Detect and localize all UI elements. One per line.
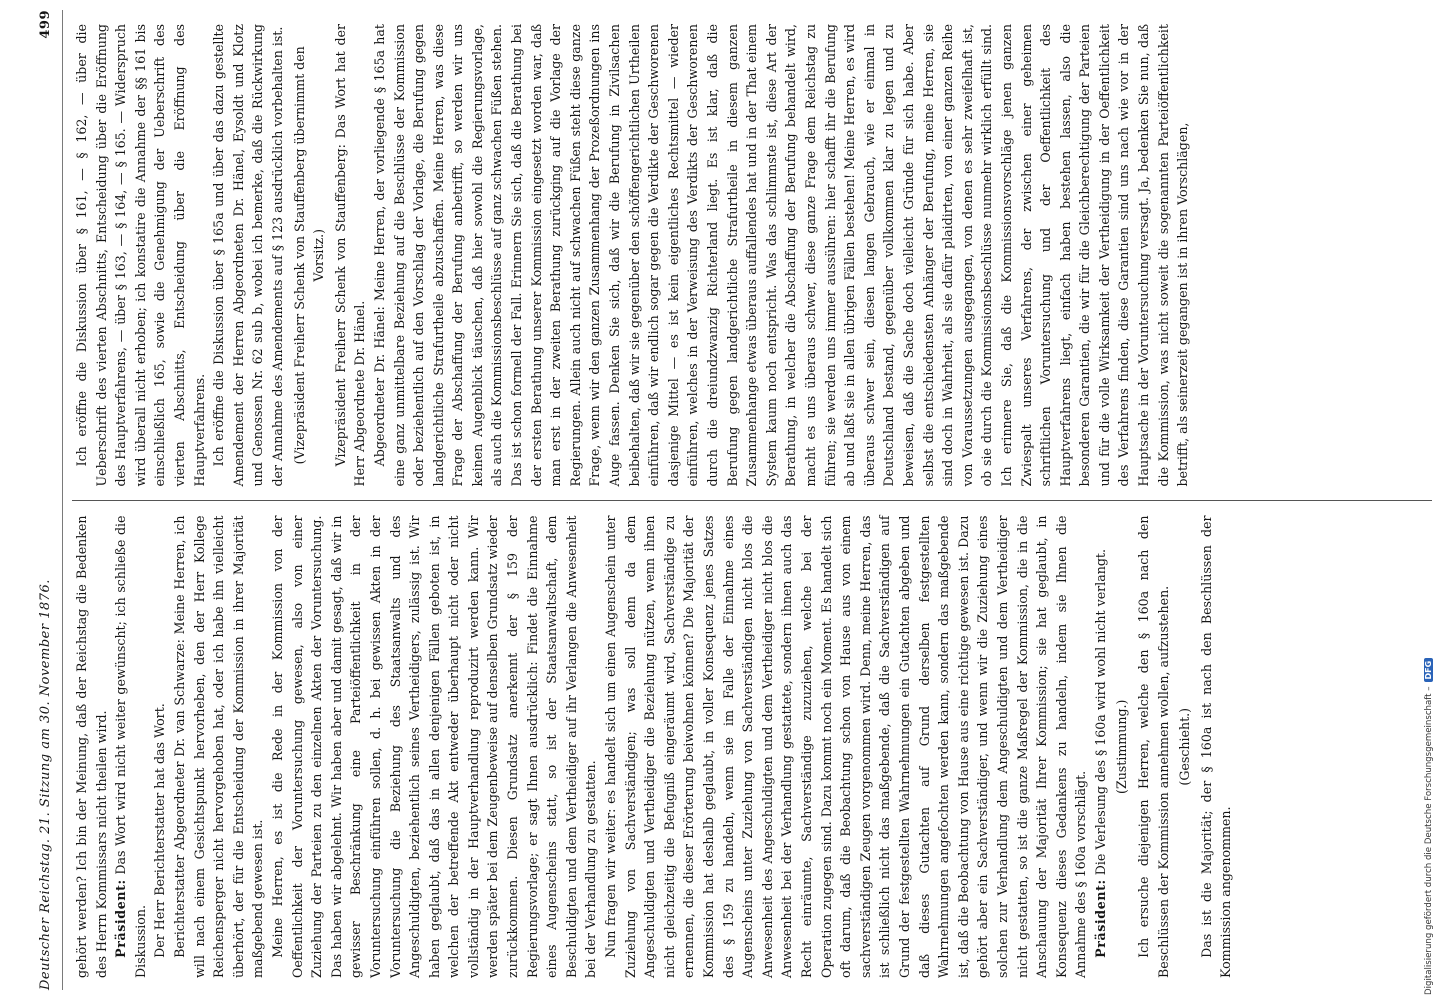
paragraph [331, 24, 370, 487]
paragraph-text: Das ist die Majorität; der § 160a ist nach den Beschlüssen der Kommission angenommen. [1198, 515, 1234, 978]
paragraph-text: (Vizepräsident Freiherr Schenk von Stauffenberg übernimmt den Vorsitz.) [291, 46, 327, 465]
paragraph-text: Vizepräsident Freiherr Schenk von Stauffenberg: Das Wort hat der Herr Abgeordnete Dr. Hänel. [332, 24, 368, 487]
paragraph-text: Berichterstatter Abgeordneter Dr. van Schwarze: Meine Herren, ich will nach einem Gesichtspunkt hervorheben, den der Herr Kollege Reichensperger nicht hervorgehoben hat, oder ich habe ihn vielleicht überhört, der für die Entscheidung der Kommission in ihrer Majorität maßgebend gewesen ist. [171, 515, 266, 978]
speaker-label: Präsident: [113, 879, 129, 958]
paragraph-text: Der Herr Berichterstatter hat das Wort. [152, 703, 168, 958]
paragraph-text: Das Wort wird nicht weiter gewünscht; ich schließe die Diskussion. [113, 515, 148, 978]
paragraph [170, 516, 268, 979]
paragraph [268, 516, 601, 979]
speaker-label: Präsident: [1092, 879, 1108, 958]
paragraph-text: Nun fragen wir weiter: es handelt sich um einen Augenschein unter Zuziehung von Sachverständigen; was soll denn da dem Angeschuldigten und Vertheidiger die Beziehung nützen, wenn ihnen nicht gleichzeitig die Befugniß eingeräumt wird, Sachverständige zu ernennen, die dieser Erörterung beiwohnen können? Die Majorität der Kommission hat deshalb geglaubt, in voller Konsequenz jenes Satzes des § 159 zu handeln, wenn sie im Falle der Einnahme eines Augenscheins unter Zuziehung von Sachverständigen nicht blos die Anwesenheit des Angeschuldigten und dem Vertheidiger nicht blos die Anwesenheit bei der Verhandlung gestattete, sondern ihnen auch das Recht einräumte, Sachverständige zuzuziehen, welche bei der Operation zugegen sind. Dazu kommt noch ein Moment. Es handelt sich oft darum, daß die Beobachtung schon von Hause aus von einem sachverständigen Zeugen vorgenommen wird. Denn, meine Herren, das ist schließlich nicht das maßgebende, daß die Sachverständigen auf Grund der festgestellten Wahrnehmungen ein Gutachten abgeben und daß dieses Gutachten auf Grund derselben festgestellten Wahrnehmungen angefochten werden kann, sondern das maßgebende ist, daß die Beobachtung von Hause aus eine richtige gewesen ist. Dazu gehört aber ein Sachverständiger, und wenn wir die Zuziehung eines solchen zur Verhandlung dem Angeschuldigten und dem Vertheidiger nicht gestatten, so ist die ganze Maßregel der Kommission, die in die Anschauung der Majorität Ihrer Kommission; sie hat geglaubt, in Konsequenz dieses Gedankens zu handeln, indem sie Ihnen die Annahme des § 160a vorschlägt. [603, 515, 1089, 978]
paragraph [1112, 516, 1132, 979]
paragraph [72, 516, 111, 979]
paragraph-text: Meine Herren, es ist die Rede in der Kommission von der Oeffentlichkeit der Voruntersuchung gewesen, also von einer Zuziehung der Parteien zu den einzelnen Akten der Voruntersuchung. Das haben wir abgelehnt. Wir haben aber und damit gesagt, daß wir in gewisser Beschränkung eine Parteiöffentlichkeit in der Voruntersuchung einführen sollen, d. h. bei gewissen Akten in der Voruntersuchung die Beziehung des Staatsanwalts und des Angeschuldigten, beziehentlich seines Vertheidigers, zulässig ist. Wir haben geglaubt, daß das in allen denjenigen Fällen geboten ist, in welchen der betreffende Akt entweder überhaupt nicht oder nicht vollständig in der Hauptverhandlung reproduzirt werden kann. Wir werden später bei dem Zeugenbeweise auf denselben Grundsatz wieder zurückkommen. Diesen Grundsatz anerkennt der § 159 der Regierungsvorlage; er sagt Ihnen ausdrücklich: Findet die Einnahme eines Augenscheins statt, so ist der Staatsanwaltschaft, dem Beschuldigten und dem Vertheidiger auf ihr Verlangen die Anwesenheit bei der Verhandlung zu gestatten. [269, 515, 599, 978]
right-column [72, 10, 1432, 501]
paragraph-text: (Geschieht.) [1177, 707, 1193, 786]
paragraph [72, 24, 209, 487]
paragraph-text: Ich ersuche diejenigen Herren, welche den § 160a nach den Beschlüssen der Kommission annehmen wollen, aufzustehen. [1136, 515, 1171, 978]
running-header [32, 10, 63, 990]
paragraph [290, 24, 329, 487]
running-title: Deutscher Reichstag. 21. Sitzung am 30. November 1876. [38, 579, 53, 990]
paragraph-text: Ich eröffne die Diskussion über § 161, — § 162, — über die Ueberschrift des vierten Abschnitts, Entscheidung über die Eröffnung des Hauptverfahrens, — über § 163, — § 164, — § 165. — Widerspruch wird überall nicht erhoben; ich konstatire die Annahme der §§ 161 bis einschließlich 165, sowie die Genehmigung der Ueberschrift des vierten Abschnitts, Entscheidung über die Eröffnung des Hauptverfahrens. [74, 24, 207, 487]
paragraph [601, 516, 1091, 979]
left-column [72, 501, 1432, 993]
paragraph-text: (Zustimmung.) [1114, 699, 1130, 794]
paragraph [209, 24, 287, 487]
dfg-logo: DFG [1424, 658, 1433, 683]
paragraph [111, 516, 150, 979]
paragraph [1091, 516, 1111, 979]
paragraph-text: Die Verlesung des § 160a wird wohl nicht verlangt. [1092, 549, 1108, 876]
paragraph-text: Ich eröffne die Diskussion über § 165a und über das dazu gestellte Amendement der Herren Abgeordneten Dr. Hänel, Eysoldt und Klotz und Genossen Nr. 62 sub b, wobei ich bemerke, daß die Rückwirkung der Annahme des Amendements auf § 123 ausdrücklich vorbehalten ist. [211, 24, 285, 487]
page-number: 499 [38, 10, 53, 39]
paragraph [150, 516, 170, 979]
paragraph [1134, 516, 1173, 979]
text-columns [72, 10, 1432, 992]
credit-text: Digitalisierung gefördert durch die Deutsche Forschungsgemeinschaft – [1424, 686, 1434, 995]
paragraph-text: gehört werden? Ich bin der Meinung, daß der Reichstag die Bedenken des Herrn Kommissars nicht theilen wird. [74, 515, 109, 978]
dfg-credit [1424, 658, 1434, 995]
paragraph [370, 24, 1193, 487]
paragraph [1197, 516, 1236, 979]
paragraph [1175, 516, 1195, 979]
paragraph-text: Abgeordneter Dr. Hänel: Meine Herren, der vorliegende § 165a hat eine ganz unmittelbare Beziehung auf die Beschlüsse der Kommission oder beziehentlich auf den Vorschlag der Vorlage, die Berufung gegen landgerichtliche Strafurtheile abzuschaffen. Meine Herren, was diese Frage der Abschaffung der Berufung anbetrifft, so werden wir uns keinen Augenblick täuschen, daß hier sowohl die Regierungsvorlage, als auch die Kommissionsbeschlüsse auf ganz schwachen Füßen stehen. Das ist schon formell der Fall. Erinnern Sie sich, daß die Berathung bei der ersten Berathung unserer Kommission eingesetzt worden war, daß man erst in der zweiten Berathung zurückging auf die Vorlage der Regierungen. Allein auch nicht auf schwachen Füßen steht diese ganze Frage, wenn wir den ganzen Zusammenhang der Prozeßordnungen ins Auge fassen. Denken Sie sich, daß wir die Berufung in Zivilsachen beibehalten, daß wir sie gegenüber den schöffengerichtlichen Urtheilen einführen, daß wir endlich sogar gegen die Verdikte der Geschworenen dasjenige Mittel — es ist kein eigentliches Rechtsmittel — wieder einführen, welches in der Verweisung des Verdikts der Geschworenen durch die dreiundzwanzig Richterland liegt. Es ist klar, daß die Berufung gegen landgerichtliche Strafurtheile in diesem ganzen Zusammenhange etwas überaus auffallendes hat und in der That einem System kaum noch entspricht. Was das schlimmste ist, diese Art der Berathung, in welcher die Abschaffung der Berufung behandelt wird, macht es uns überaus schwer, diese ganze Frage dem Reichstag zu führen; sie werden uns immer aussühren: hier schafft ihr die Berufung ab und laßt sie in allen übrigen Fällen bestehen! Meine Herren, es wird überaus schwer sein, diesen langen Gebrauch, wie er einmal in Deutschland bestand, gegenüber vollkommen klar zu legen und zu beweisen, daß die Sache doch vielleicht Gründe für sich habe. Aber selbst die entschiedensten Anhänger der Berufung, meine Herren, sie sind doch in Wahrheit, als sie dafür plaidirten, von einer ganzen Reihe von Voraussetzungen ausgegangen, von denen es sehr zweifelhaft ist, ob sie durch die Kommissionsbeschlüsse nunmehr wirklich erfüllt sind. Ich erinnere Sie, daß die Kommissionsvorschläge jenen ganzen Zwiespalt unseres Verfahrens, der zwischen einer geheimen schriftlichen Voruntersuchung und der Oeffentlichkeit des Hauptverfahrens liegt, einfach haben bestehen lassen, also die besonderen Garantien, die wir für die Gleichberechtigung der Parteien und für die volle Wirksamkeit der Vertheidigung in der Oeffentlichkeit des Verfahrens finden, diese Garantien sind uns nach wie vor in der Hauptsache in der Voruntersuchung versagt. Ja, bedenken Sie nun, daß die Kommission, was nicht soweit die sogenannten Parteiöffentlichkeit betrifft, als seinerzeit gegangen ist in ihren Vorschlägen, [371, 24, 1191, 487]
rotated-print-page [32, 0, 1432, 1000]
